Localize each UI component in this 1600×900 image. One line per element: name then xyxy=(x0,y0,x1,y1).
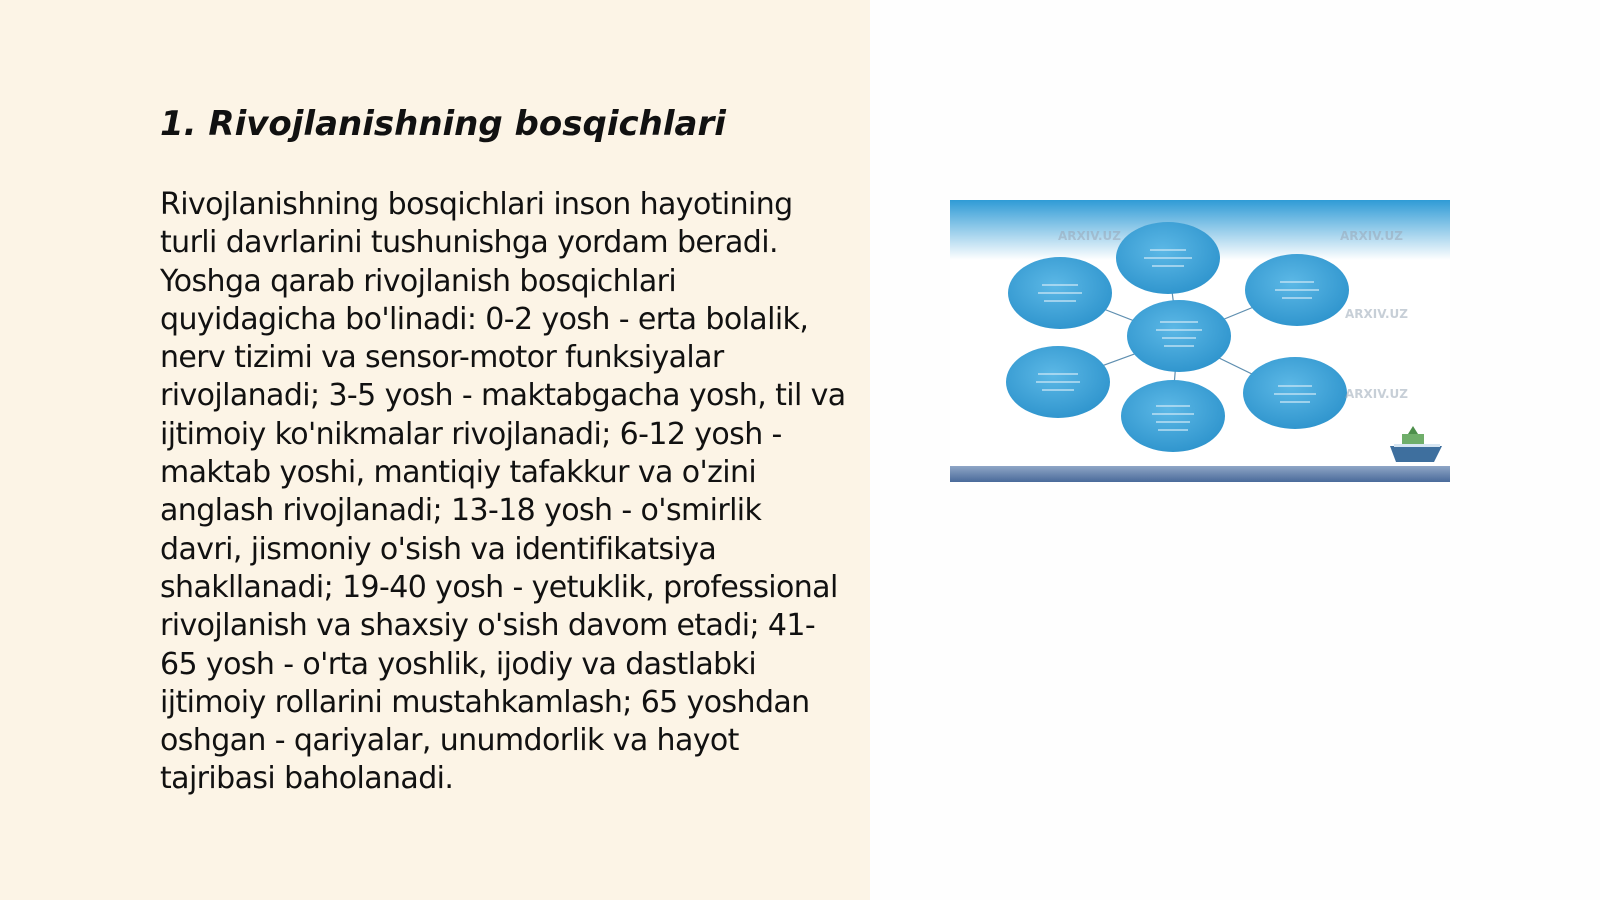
diagram-image xyxy=(950,200,1450,482)
diagram-bubble xyxy=(1121,380,1225,452)
slide-body-text: Rivojlanishning bosqichlari inson hayotining turli davrlarini tushunishga yordam beradi. Yoshga qarab rivojlanish bosqichlari quyidagicha bo'linadi: 0-2 yosh - erta bolalik, nerv tizimi va sensor-motor funksiyalar rivojlanadi; 3-5 yosh - maktabgacha yosh, til va ijtimoiy ko'nikmalar rivojlanadi; 6-12 yosh - maktab yoshi, mantiqiy tafakkur va o'zini anglash rivojlanadi; 13-18 yosh - o'smirlik davri, jismoniy o'sish va identifikatsiya shakllanadi; 19-40 yosh - yetuklik, professional rivojlanish va shaxsiy o'sish davom etadi; 41-65 yosh - o'rta yoshlik, ijodiy va dastlabki ijtimoiy rollarini mustahkamlash; 65 yoshdan oshgan - qariyalar, unumdorlik va hayot tajribasi baholanadi. xyxy=(160,187,846,797)
svg-text:ARXIV.UZ: ARXIV.UZ xyxy=(1345,307,1408,321)
svg-text:ARXIV.UZ: ARXIV.UZ xyxy=(1345,387,1408,401)
footer-band xyxy=(950,466,1450,482)
svg-text:ARXIV.UZ: ARXIV.UZ xyxy=(1340,229,1403,243)
diagram-bubble xyxy=(1243,357,1347,429)
diagram-svg xyxy=(950,200,1450,482)
slide-title: 1. Rivojlanishning bosqichlari xyxy=(160,104,726,144)
svg-text:ARXIV.UZ: ARXIV.UZ xyxy=(1058,229,1121,243)
diagram-center-bubble xyxy=(1127,300,1231,372)
